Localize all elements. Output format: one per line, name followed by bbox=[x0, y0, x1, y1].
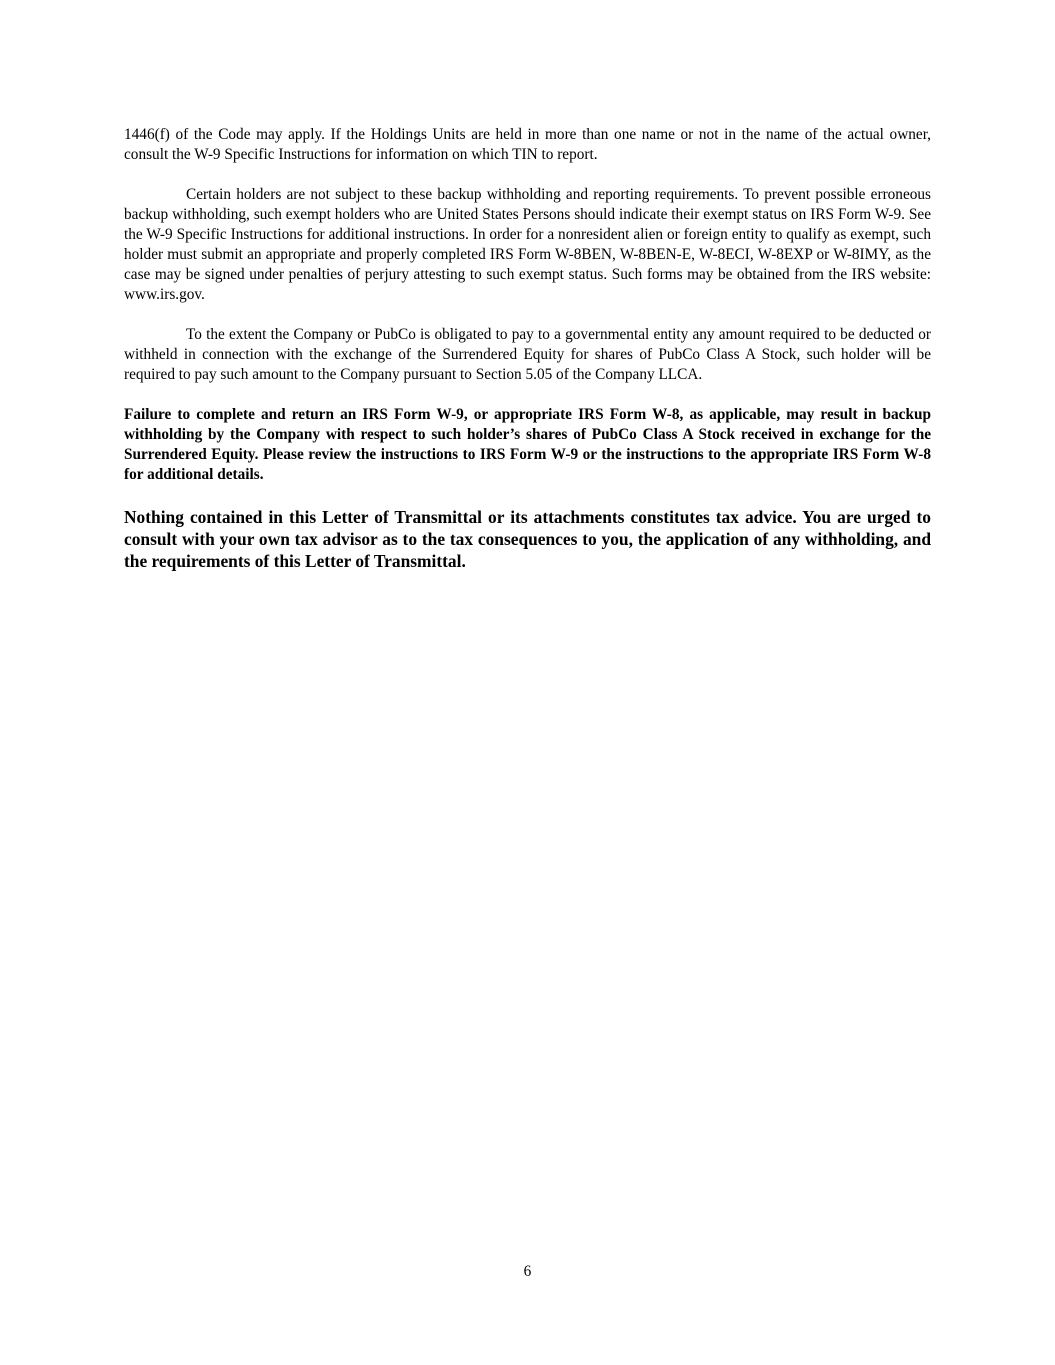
paragraph-failure-warning: Failure to complete and return an IRS Form W-9, or appropriate IRS Form W-8, as applicable, may result in backup withholding by the Company with respect to such holder’s shares of PubCo Class A Stock received in exchange for the Surrendered Equity. Please review the instructions to IRS Form W-9 or the instructions to the appropriate IRS Form W-8 for additional details. bbox=[124, 406, 931, 483]
paragraph-governmental-withholding: To the extent the Company or PubCo is obligated to pay to a governmental entity any amount required to be deducted or withheld in connection with the exchange of the Surrendered Equity for shares of PubCo Class A Stock, such holder will be required to pay such amount to the Company pursuant to Section 5.05 of the Company LLCA. bbox=[124, 326, 931, 383]
page-body bbox=[124, 125, 931, 572]
paragraph-tax-advice-disclaimer: Nothing contained in this Letter of Transmittal or its attachments constitutes tax advice. You are urged to consult with your own tax advisor as to the tax consequences to you, the application of any withholding, and the requirements of this Letter of Transmittal. bbox=[124, 507, 931, 571]
paragraph-exempt-holders: Certain holders are not subject to these backup withholding and reporting requirements. To prevent possible erroneous backup withholding, such exempt holders who are United States Persons should indicate their exempt status on IRS Form W-9. See the W-9 Specific Instructions for additional instructions. In order for a nonresident alien or foreign entity to qualify as exempt, such holder must submit an appropriate and properly completed IRS Form W-8BEN, W-8BEN-E, W-8ECI, W-8EXP or W-8IMY, as the case may be signed under penalties of perjury attesting to such exempt status. Such forms may be obtained from the IRS website: www.irs.gov. bbox=[124, 186, 931, 303]
paragraph-tin-reporting: 1446(f) of the Code may apply. If the Holdings Units are held in more than one name or not in the name of the actual owner, consult the W-9 Specific Instructions for information on which TIN to report. bbox=[124, 126, 931, 163]
page-number: 6 bbox=[523, 1263, 532, 1280]
